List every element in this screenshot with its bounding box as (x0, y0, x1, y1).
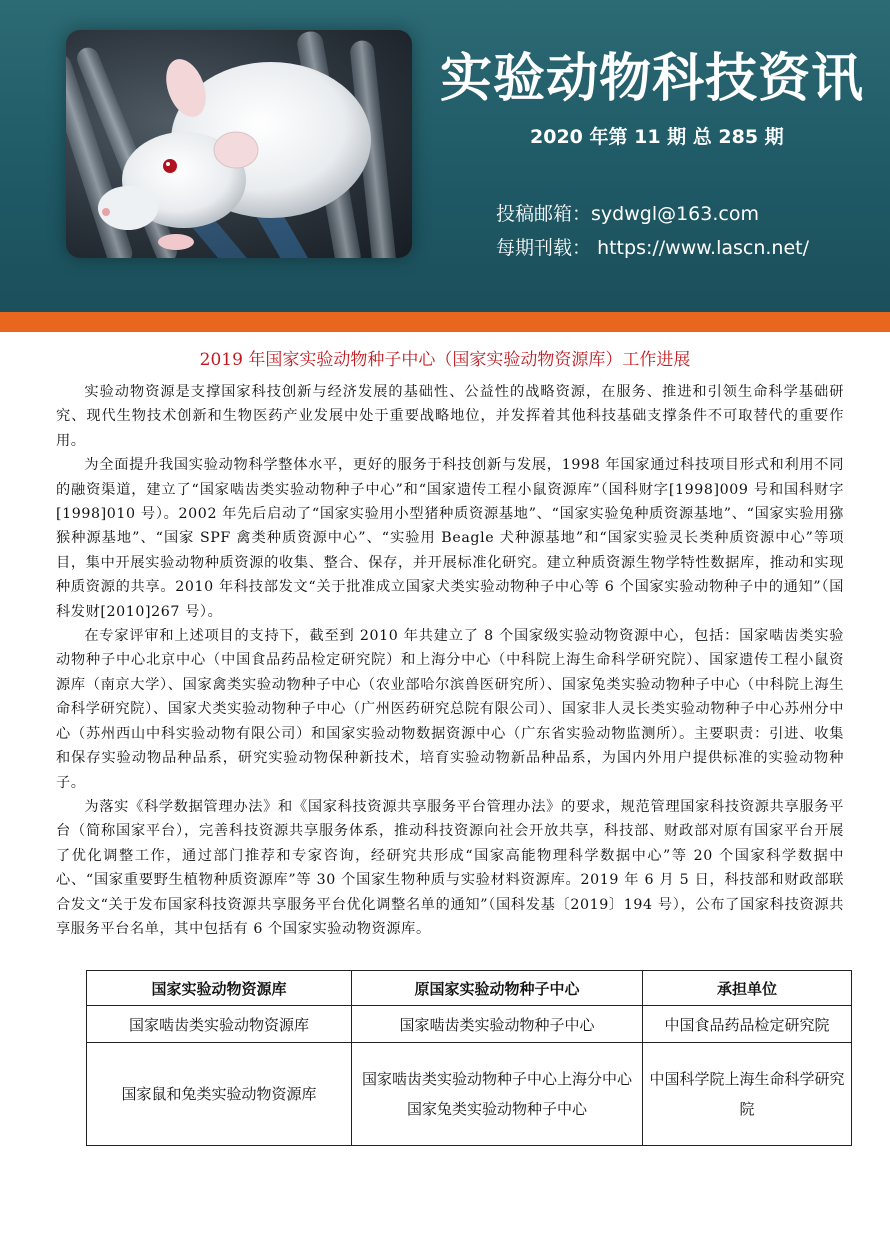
col-header-repository: 国家实验动物资源库 (87, 971, 352, 1006)
cover-photo-white-mouse (66, 30, 412, 258)
article-body (56, 380, 844, 941)
publication-website (496, 233, 809, 260)
resource-table (86, 970, 852, 1146)
paragraph: 为全面提升我国实验动物科学整体水平，更好的服务于科技创新与发展，1998 年国家通过科技项目形式和利用不同的融资渠道，建立了“国家啮齿类实验动物种子中心”和“国家遗传工程小鼠资源库”（国科财字[1998]009 号和国科财字[1998]010 号）。2002 年先后启动了“国家实验用小型猪种质资源基地”、“国家实验兔种质资源基地”、“国家实验用猕猴种源基地”、“国家 SPF 禽类种质资源中心”、“实验用 Beagle 犬种源基地”和“国家实验灵长类种质资源中心”等项目，集中开展实验动物种质资源的收集、整合、保存，并开展标准化研究。建立种质资源生物学特性数据库，推动和实现种质资源的共享。2010 年科技部发文“关于批准成立国家犬类实验动物种子中心等 6 个国家实验动物种子中的通知”（国科发财[2010]267 号）。 (56, 457, 844, 620)
issue-number: 2020 年第 11 期 总 285 期 (530, 126, 784, 148)
email-address[interactable]: sydwgl@163.com (591, 203, 759, 225)
paragraph: 实验动物资源是支撑国家科技创新与经济发展的基础性、公益性的战略资源，在服务、推进和引领生命科学基础研究、现代生物技术创新和生物医药产业发展中处于重要战略地位，并发挥着其他科技基础支撑条件不可取替代的重要作用。 (56, 384, 844, 449)
cell-unit: 中国食品药品检定研究院 (643, 1006, 852, 1043)
cell-unit: 中国科学院上海生命科学研究院 (643, 1043, 852, 1146)
submission-email (496, 199, 759, 226)
email-label: 投稿邮箱： (496, 203, 592, 225)
mouse-illustration (66, 30, 412, 258)
table-header-row (87, 971, 852, 1006)
table-row (87, 1043, 852, 1146)
cell-center: 国家兔类实验动物种子中心 (406, 1100, 587, 1118)
website-url[interactable]: https://www.lascn.net/ (597, 237, 810, 259)
website-label: 每期刊载： (496, 237, 592, 259)
cell-center: 国家啮齿类实验动物种子中心 (352, 1006, 643, 1043)
cell-centers (352, 1043, 643, 1146)
paragraph: 为落实《科学数据管理办法》和《国家科技资源共享服务平台管理办法》的要求，规范管理国家科技资源共享服务平台（简称国家平台），完善科技资源共享服务体系，推动科技资源向社会开放共享，科技部、财政部对原有国家平台开展了优化调整工作，通过部门推荐和专家咨询，经研究共形成“国家高能物理科学数据中心”等 20 个国家科学数据中心、“国家重要野生植物种质资源库”等 30 个国家生物种质与实验材料资源库。2019 年 6 月 5 日，科技部和财政部联合发文“关于发布国家科技资源共享服务平台优化调整名单的通知”（国科发基〔2019〕194 号），公布了国家科技资源共享服务平台名单，其中包括有 6 个国家实验动物资源库。 (56, 798, 844, 937)
article-title: 2019 年国家实验动物种子中心（国家实验动物资源库）工作进展 (199, 350, 691, 370)
paragraph: 在专家评审和上述项目的支持下，截至到 2010 年共建立了 8 个国家级实验动物资源中心，包括：国家啮齿类实验动物种子中心北京中心（中国食品药品检定研究院）和上海分中心（中科院上海生命科学研究院）、国家遗传工程小鼠资源库（南京大学）、国家禽类实验动物种子中心（农业部哈尔滨兽医研究所）、国家兔类实验动物种子中心（中科院上海生命科学研究院）、国家犬类实验动物种子中心（广州医药研究总院有限公司）、国家非人灵长类实验动物种子中心苏州分中心（苏州西山中科实验动物有限公司）和国家实验动物数据资源中心（广东省实验动物监测所）。主要职责：引进、收集和保存实验动物品种品系，研究实验动物保种新技术，培育实验动物新品种品系，为国内外用户提供标准的实验动物种子。 (56, 628, 844, 791)
col-header-original-center: 原国家实验动物种子中心 (352, 971, 643, 1006)
table-row (87, 1006, 852, 1043)
magazine-title: 实验动物科技资讯 (440, 49, 865, 109)
cell-repository: 国家啮齿类实验动物资源库 (87, 1006, 352, 1043)
cell-center: 国家啮齿类实验动物种子中心上海分中心 (361, 1070, 632, 1088)
cell-repository: 国家鼠和兔类实验动物资源库 (87, 1043, 352, 1146)
accent-bar (0, 312, 890, 332)
col-header-unit: 承担单位 (643, 971, 852, 1006)
